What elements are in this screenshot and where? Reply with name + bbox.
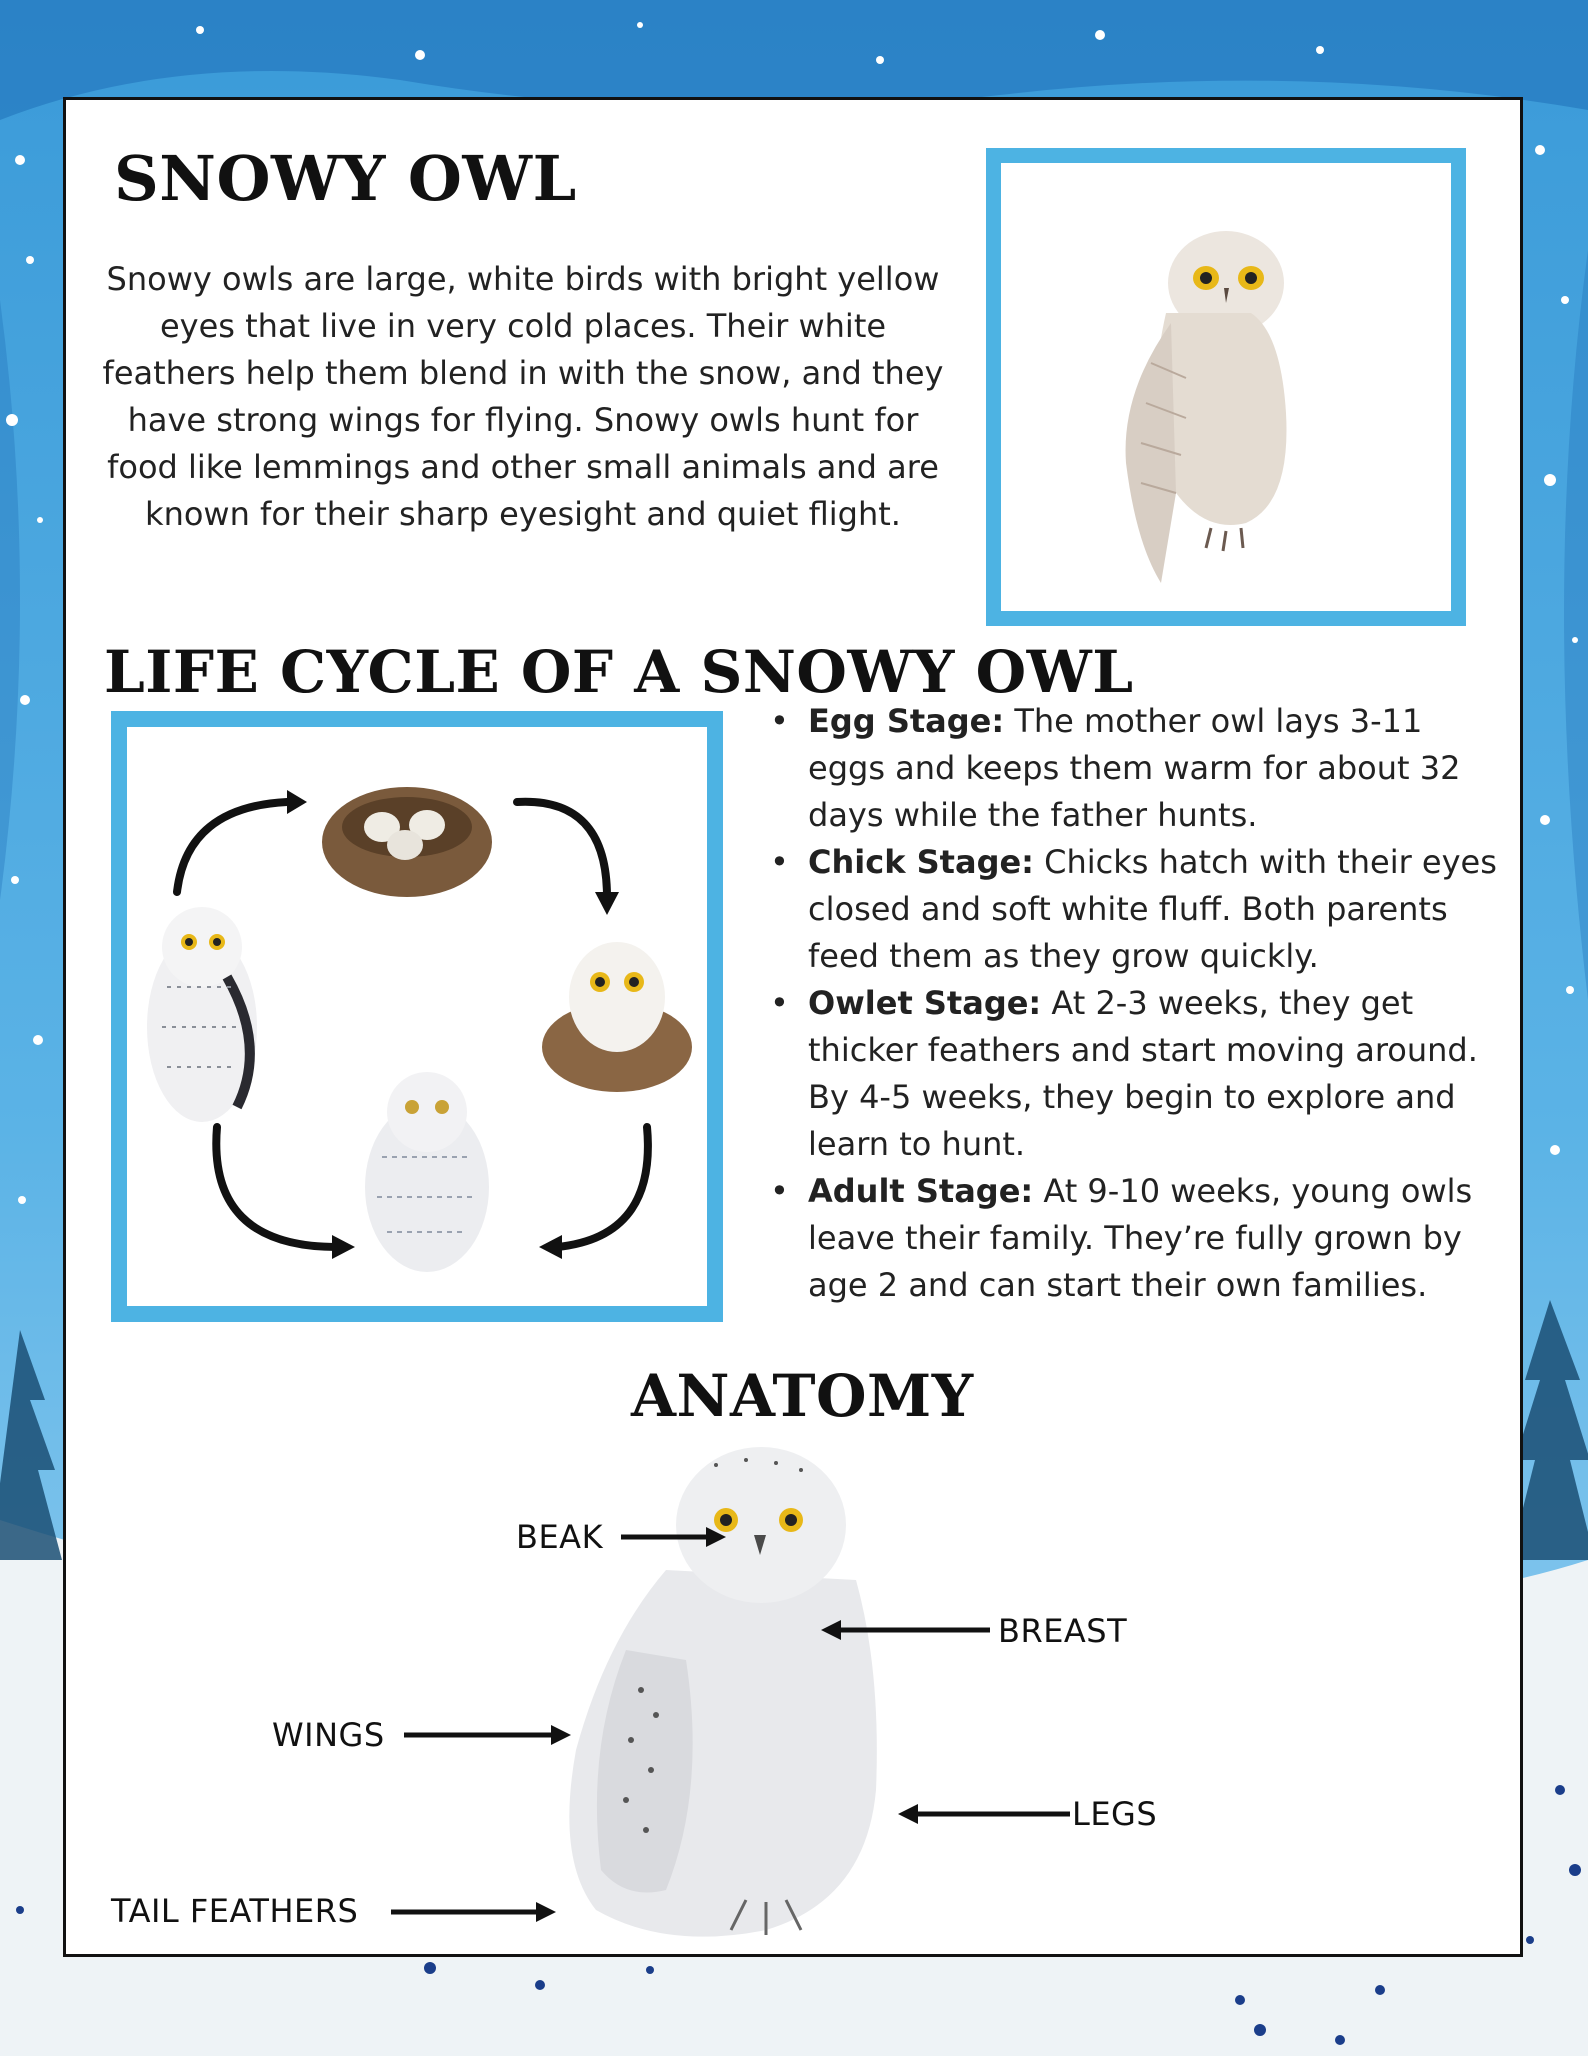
nest-eggs-icon <box>322 787 492 897</box>
intro-paragraph: Snowy owls are large, white birds with bright yellow eyes that live in very cold places. Their white feathers help them blend in with the snow, and they have strong wings for flying. Snowy owls hunt for food like lemmings and other small animals and are known for their sharp eyesight and quiet flight. <box>102 260 944 533</box>
stage-text: The mother owl lays 3-11 eggs and keeps them warm for about 32 days while the father hunts. <box>808 702 1461 834</box>
label-legs: LEGS <box>1072 1795 1158 1833</box>
label-tail-feathers: TAIL FEATHERS <box>111 1892 359 1930</box>
anatomy-owl-illustration <box>66 1430 1520 1950</box>
list-item <box>808 980 1508 1168</box>
stage-name: Chick Stage: <box>808 843 1034 881</box>
anatomy-heading: ANATOMY <box>631 1362 974 1430</box>
label-wings: WINGS <box>272 1716 385 1754</box>
life-cycle-illustration <box>127 727 707 1306</box>
owlet-icon <box>365 1072 489 1272</box>
life-cycle-heading: LIFE CYCLE OF A SNOWY OWL <box>104 638 1134 706</box>
list-item <box>808 839 1508 980</box>
stage-name: Adult Stage: <box>808 1172 1034 1210</box>
stage-name: Owlet Stage: <box>808 984 1042 1022</box>
snowy-owl-illustration <box>1001 163 1451 611</box>
label-beak: BEAK <box>516 1518 604 1556</box>
chick-nest-icon <box>542 942 692 1092</box>
list-item <box>808 1168 1508 1309</box>
stage-text: Chicks hatch with their eyes closed and soft white fluff. Both parents feed them as they grow quickly. <box>808 843 1497 975</box>
owl-photo-frame <box>986 148 1466 626</box>
page-title: SNOWY OWL <box>114 142 577 215</box>
life-cycle-diagram <box>111 711 723 1322</box>
worksheet-page <box>63 97 1523 1957</box>
label-breast: BREAST <box>998 1612 1128 1650</box>
list-item <box>808 698 1508 839</box>
stage-name: Egg Stage: <box>808 702 1005 740</box>
adult-owl-icon <box>147 907 257 1122</box>
anatomy-diagram <box>66 1430 1520 1950</box>
life-cycle-stage-list <box>808 698 1508 1309</box>
stage-text: At 2-3 weeks, they get thicker feathers and start moving around. By 4-5 weeks, they begin to explore and learn to hunt. <box>808 984 1478 1163</box>
stage-text: At 9-10 weeks, young owls leave their family. They’re fully grown by age 2 and can start their own families. <box>808 1172 1473 1304</box>
